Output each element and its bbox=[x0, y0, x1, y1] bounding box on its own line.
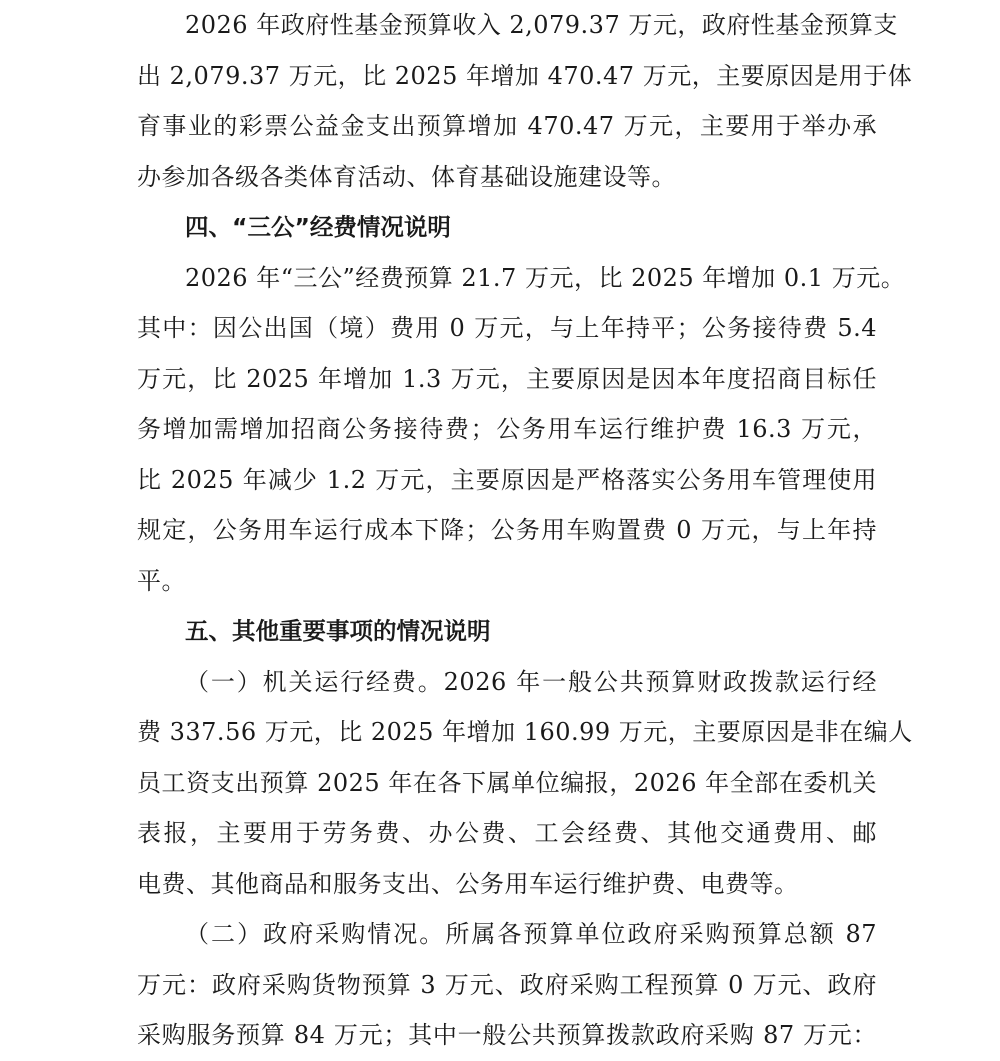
text-line: 比 2025 年减少 1.2 万元，主要原因是严格落实公务用车管理使用 bbox=[137, 465, 877, 494]
text-line: 采购服务预算 84 万元；其中一般公共预算拨款政府采购 87 万元： bbox=[137, 1021, 877, 1049]
text-line: 平。 bbox=[137, 566, 186, 595]
section-heading-three-public-expenses: 四、“三公”经费情况说明 bbox=[185, 213, 451, 241]
text-line: 电费、其他商品和服务支出、公务用车运行维护费、电费等。 bbox=[137, 869, 799, 898]
text-line: 其中：因公出国（境）费用 0 万元，与上年持平；公务接待费 5.4 bbox=[137, 314, 877, 342]
text-line: 员工资支出预算 2025 年在各下属单位编报，2026 年全部在委机关 bbox=[137, 768, 877, 797]
text-line: 费 337.56 万元，比 2025 年增加 160.99 万元，主要原因是非在编人 bbox=[137, 718, 913, 746]
text-line: 育事业的彩票公益金支出预算增加 470.47 万元，主要用于举办承 bbox=[137, 112, 877, 140]
paragraph-agency-operating-expenses bbox=[137, 657, 913, 910]
text-line: 万元：政府采购货物预算 3 万元、政府采购工程预算 0 万元、政府 bbox=[137, 970, 877, 999]
text-line: 2026 年“三公”经费预算 21.7 万元，比 2025 年增加 0.1 万元。 bbox=[185, 263, 906, 292]
text-line: 出 2,079.37 万元，比 2025 年增加 470.47 万元，主要原因是用于体 bbox=[137, 61, 913, 90]
paragraph-government-fund-budget bbox=[137, 0, 913, 202]
section-heading-other-matters: 五、其他重要事项的情况说明 bbox=[185, 617, 491, 645]
document-page bbox=[137, 0, 913, 1061]
text-line: 规定，公务用车运行成本下降；公务用车购置费 0 万元，与上年持 bbox=[137, 516, 877, 544]
text-line: 办参加各级各类体育活动、体育基础设施建设等。 bbox=[137, 162, 676, 191]
text-line: 2026 年政府性基金预算收入 2,079.37 万元，政府性基金预算支 bbox=[185, 11, 898, 39]
paragraph-three-public-expenses bbox=[137, 253, 906, 607]
text-line: （一）机关运行经费。2026 年一般公共预算财政拨款运行经 bbox=[185, 667, 877, 696]
text-line: 表报，主要用于劳务费、办公费、工会经费、其他交通费用、邮 bbox=[137, 819, 877, 847]
text-line: 务增加需增加招商公务接待费；公务用车运行维护费 16.3 万元， bbox=[137, 415, 877, 443]
text-line: （二）政府采购情况。所属各预算单位政府采购预算总额 87 bbox=[185, 920, 877, 948]
text-line: 万元，比 2025 年增加 1.3 万元，主要原因是因本年度招商目标任 bbox=[137, 364, 877, 393]
paragraph-government-procurement bbox=[137, 909, 877, 1061]
